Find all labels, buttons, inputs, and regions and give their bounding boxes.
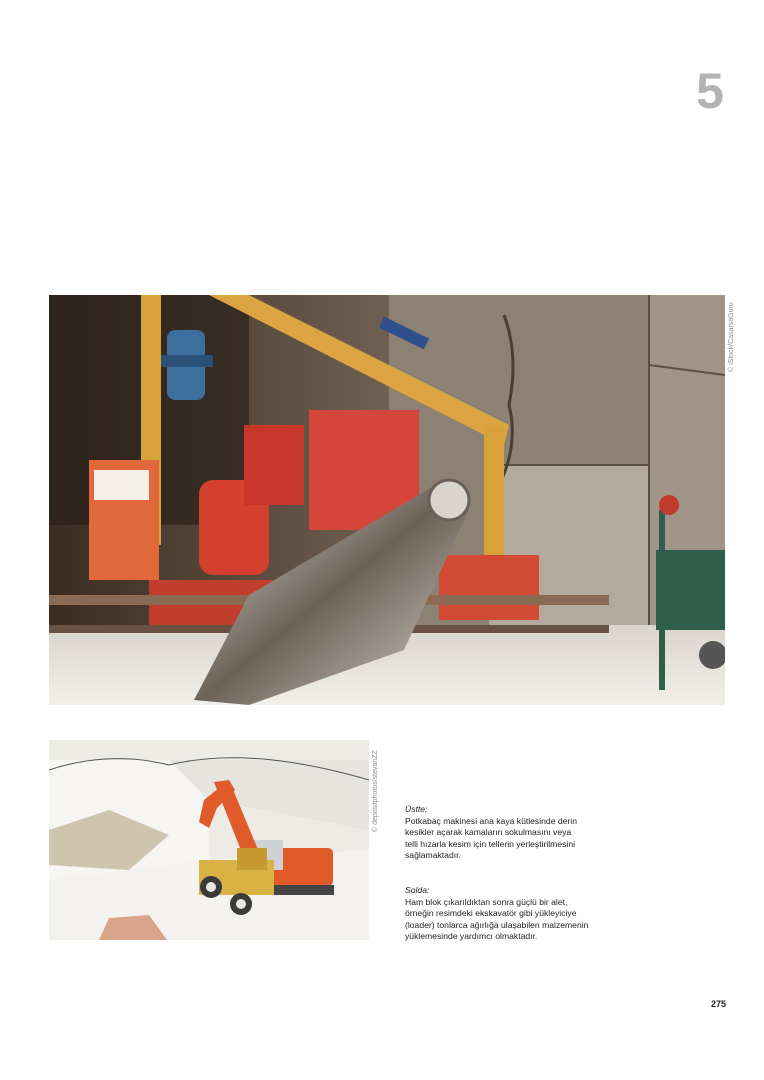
caption-top-label: Üstte:	[405, 804, 428, 814]
caption-top-text: Potkabaç makinesi ana kaya kütlesinde derin kesikler açarak kamaların sokulmasını veya telli hızarla kesim için tellerin yerleştirilmesini sağlamaktadır.	[405, 815, 577, 861]
photo-credit-bottom: © depositphotos/stevanZZ	[372, 750, 379, 832]
page-number: 275	[710, 999, 726, 1009]
caption-left	[405, 885, 625, 943]
caption-left-text: Ham blok çıkarıldıktan sonra güçlü bir alet, örneğin resimdeki ekskavatör gibi yükleyiciye (loader) tonlarca ağırlığa ulaşabilen malzemenin yüklemesinde yardımcı olmaktadır.	[405, 896, 589, 942]
quarry-machine-photo	[49, 295, 725, 705]
caption-left-label: Solda:	[405, 885, 430, 895]
caption-top	[405, 804, 625, 862]
excavator-loader-photo	[49, 740, 369, 940]
photo-credit-top: © iStock/CasarsaGuru	[728, 302, 735, 372]
chapter-number: 5	[696, 63, 724, 119]
